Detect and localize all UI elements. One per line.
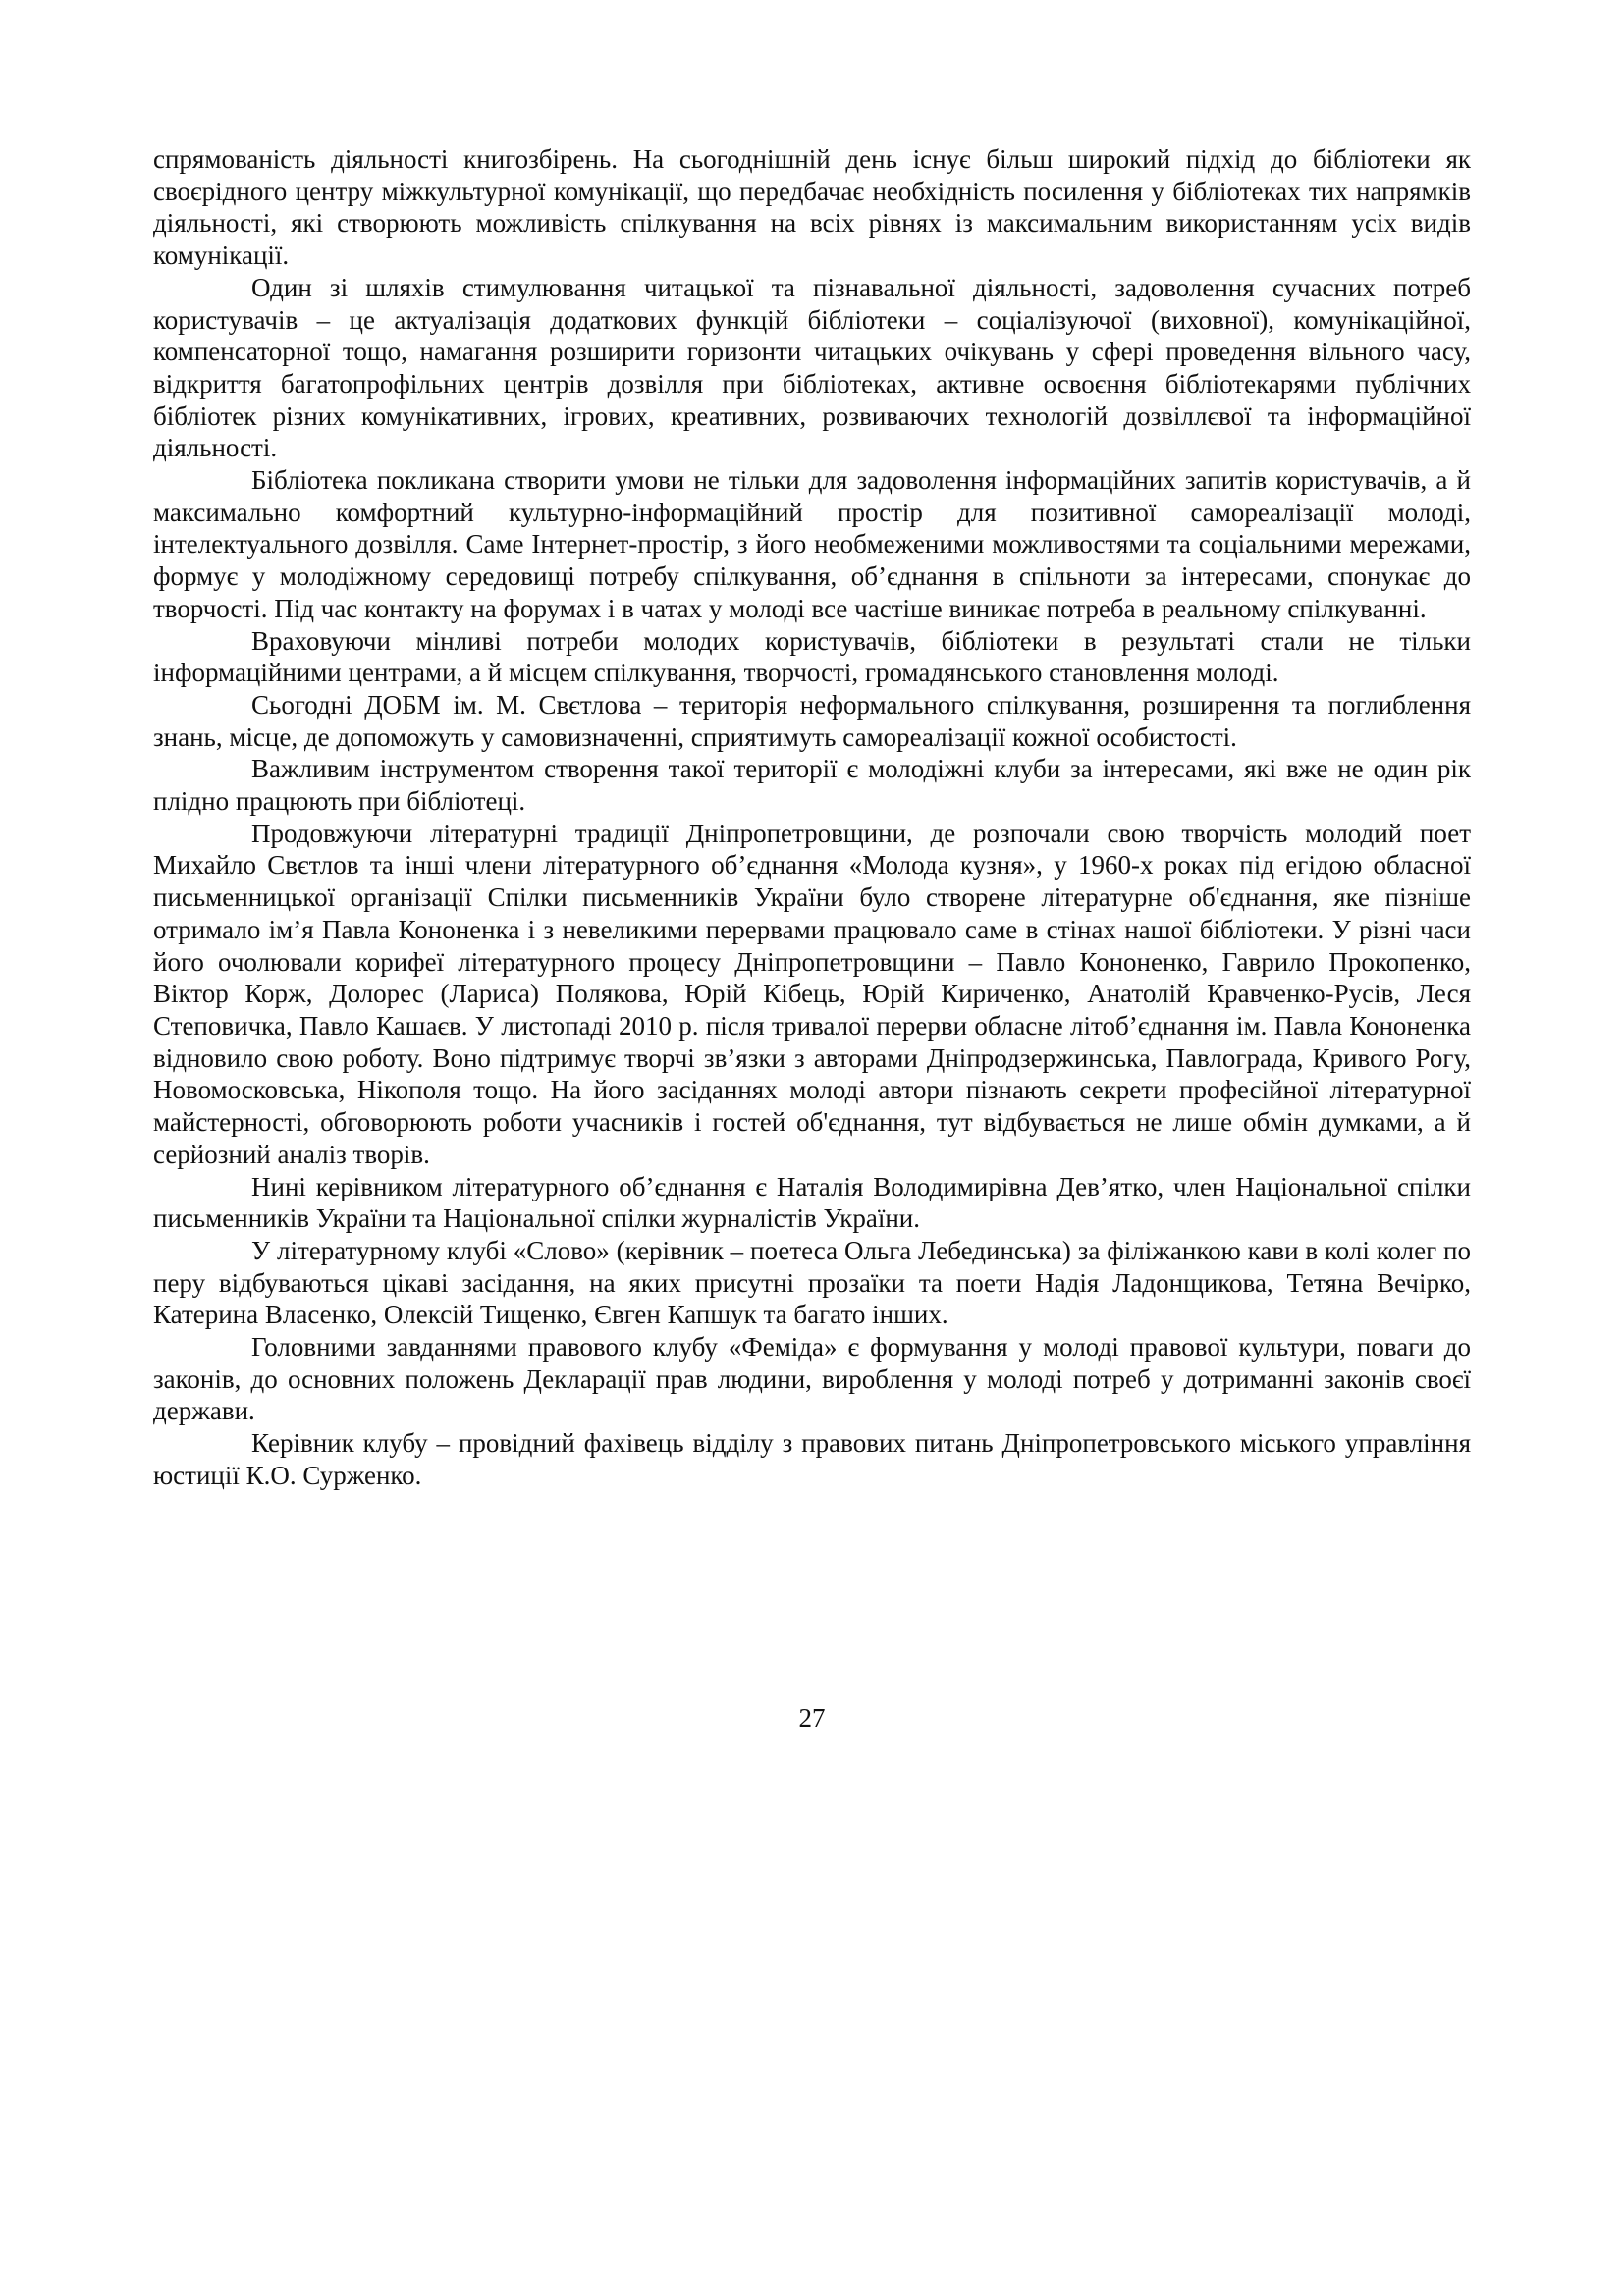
body-text	[153, 143, 1471, 1492]
paragraph: Важливим інструментом створення такої території є молодіжні клуби за інтересами, які вже не один рік плідно працюють при бібліотеці.	[153, 754, 1471, 817]
paragraph: Сьогодні ДОБМ ім. М. Свєтлова – територія неформального спілкування, розширення та поглиблення знань, місце, де допоможуть у самовизначенні, сприятимуть самореалізації кожної особистості.	[153, 689, 1471, 752]
paragraph: Керівник клубу – провідний фахівець відділу з правових питань Дніпропетровського міського управління юстиції К.О. Сурженко.	[153, 1428, 1471, 1490]
paragraph: Бібліотека покликана створити умови не тільки для задоволення інформаційних запитів користувачів, а й максимально комфортний культурно-інформаційний простір для позитивної самореалізації молоді, інтелектуального дозвілля. Саме Інтернет-простір, з його необмеженими можливостями та соціальними мережами, формує у молодіжному середовищі потребу спілкування, об’єднання в спільноти за інтересами, спонукає до творчості. Під час контакту на форумах і в чатах у молоді все частіше виникає потреба в реальному спілкуванні.	[153, 465, 1471, 623]
page-number: 27	[798, 1703, 826, 1733]
paragraph: Враховуючи мінливі потреби молодих користувачів, бібліотеки в результаті стали не тільки інформаційними центрами, а й місцем спілкування, творчості, громадянського становлення молоді.	[153, 625, 1471, 688]
paragraph: Продовжуючи літературні традиції Дніпропетровщини, де розпочали свою творчість молодий поет Михайло Свєтлов та інші члени літературного об’єднання «Молода кузня», у 1960-х роках під егідою обласної письменницької організації Спілки письменників України було створене літературне об'єднання, яке пізніше отримало ім’я Павла Кононенка і з невеликими перервами працювало саме в стінах нашої бібліотеки. У різні часи його очолювали корифеї літературного процесу Дніпропетровщини – Павло Кононенко, Гаврило Прокопенко, Віктор Корж, Долорес (Лариса) Полякова, Юрій Кібець, Юрій Кириченко, Анатолій Кравченко-Русів, Леся Степовичка, Павло Кашаєв. У листопаді 2010 р. після тривалої перерви обласне літоб’єднання ім. Павла Кононенка відновило свою роботу. Воно підтримує творчі зв’язки з авторами Дніпродзержинська, Павлограда, Кривого Рогу, Новомосковська, Нікополя тощо. На його засіданнях молоді автори пізнають секрети професійної літературної майстерності, обговорюють роботи учасників і гостей об'єднання, тут відбувається не лише обмін думками, а й серйозний аналіз творів.	[153, 818, 1471, 1169]
paragraph: Головними завданнями правового клубу «Феміда» є формування у молоді правової культури, поваги до законів, до основних положень Декларації прав людини, вироблення у молоді потреб у дотриманні законів своєї держави.	[153, 1332, 1471, 1426]
paragraph: У літературному клубі «Слово» (керівник – поетеса Ольга Лебединська) за філіжанкою кави в колі колег по перу відбуваються цікаві засідання, на яких присутні прозаїки та поети Надія Ладонщикова, Тетяна Вечірко, Катерина Власенко, Олексій Тищенко, Євген Капшук та багато інших.	[153, 1235, 1471, 1330]
paragraph: спрямованість діяльності книгозбірень. На сьогоднішній день існує більш широкий підхід до бібліотеки як своєрідного центру міжкультурної комунікації, що передбачає необхідність посилення у бібліотеках тих напрямків діяльності, які створюють можливість спілкування на всіх рівнях із максимальним використанням усіх видів комунікації.	[153, 144, 1471, 271]
paragraph: Нині керівником літературного об’єднання є Наталія Володимирівна Дев’ятко, член Національної спілки письменників України та Національної спілки журналістів України.	[153, 1171, 1471, 1234]
paragraph: Один зі шляхів стимулювання читацької та пізнавальної діяльності, задоволення сучасних потреб користувачів – це актуалізація додаткових функцій бібліотеки – соціалізуючої (виховної), комунікаційної, компенсаторної тощо, намагання розширити горизонти читацьких очікувань у сфері проведення вільного часу, відкриття багатопрофільних центрів дозвілля при бібліотеках, активне освоєння бібліотекарями публічних бібліотек різних комунікативних, ігрових, креативних, розвиваючих технологій дозвіллєвої та інформаційної діяльності.	[153, 272, 1471, 463]
